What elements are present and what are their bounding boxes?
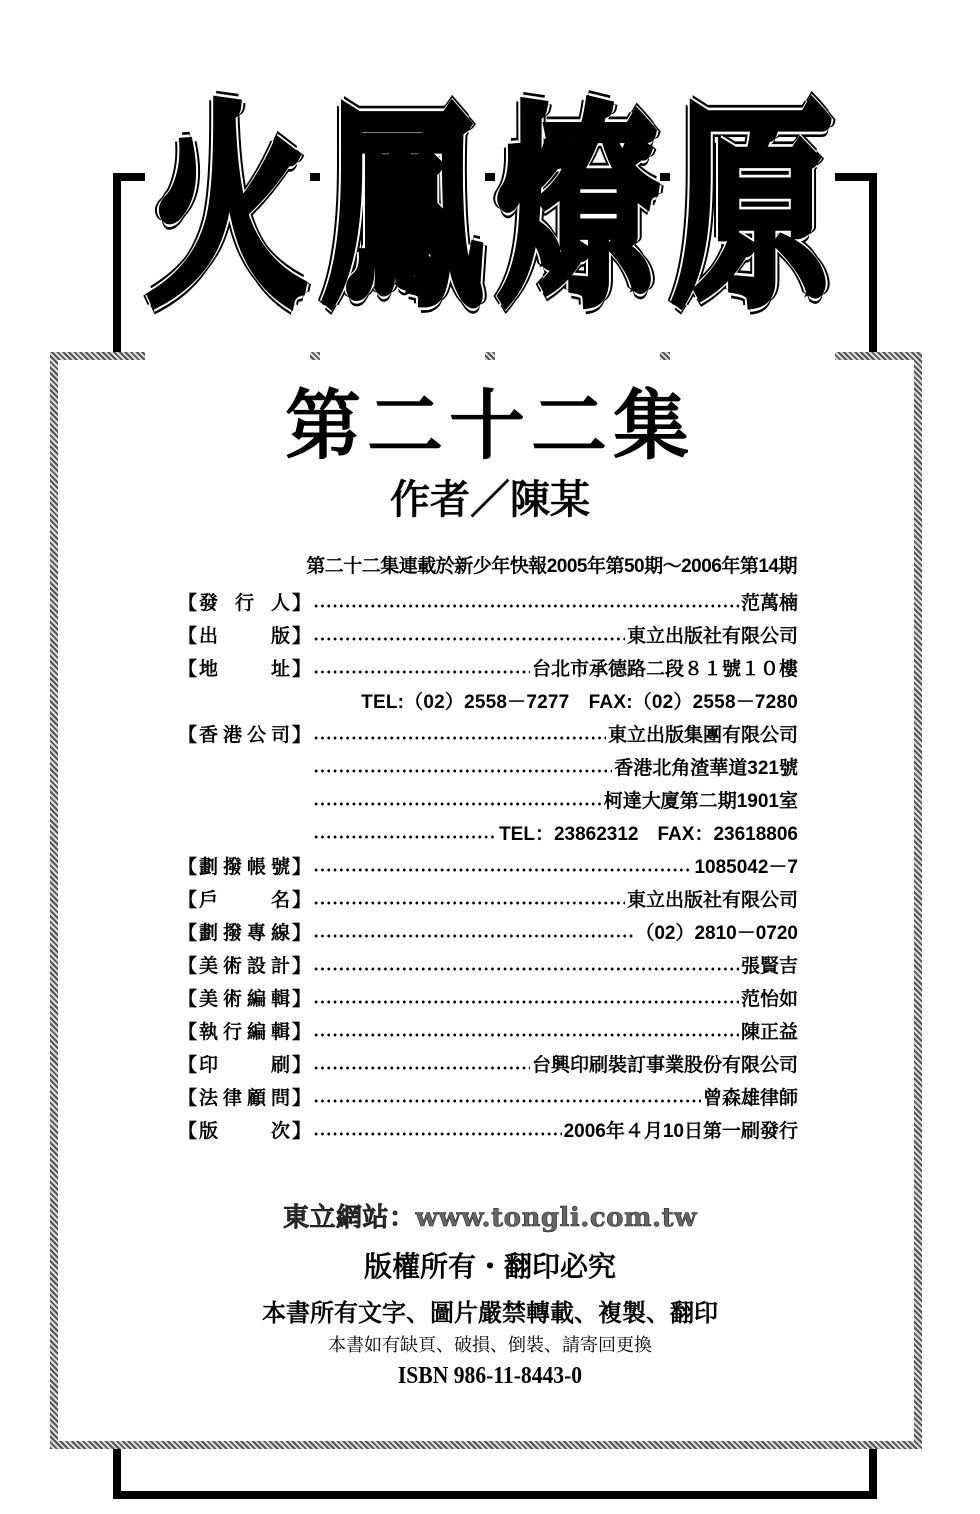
credit-label bbox=[178, 951, 311, 978]
credits-list bbox=[178, 585, 798, 1146]
dot-leader bbox=[313, 790, 602, 809]
label-char: 地 bbox=[199, 659, 219, 680]
series-title-char: 原 bbox=[670, 41, 835, 379]
bracket-open: 【 bbox=[178, 1055, 198, 1076]
credit-label-text bbox=[197, 951, 292, 978]
series-title bbox=[145, 80, 835, 340]
credit-row bbox=[178, 849, 798, 882]
bracket-close: 】 bbox=[291, 1088, 311, 1109]
label-char: 專 bbox=[246, 923, 266, 944]
credit-label-text bbox=[197, 588, 292, 615]
bracket-close: 】 bbox=[291, 923, 311, 944]
bracket-open: 【 bbox=[178, 1121, 198, 1142]
label-char: 港 bbox=[223, 725, 243, 746]
credit-row bbox=[178, 783, 798, 816]
credit-label-text bbox=[197, 654, 292, 681]
credit-value: 台興印刷裝訂事業股份有限公司 bbox=[531, 1055, 798, 1076]
credit-value: 陳正益 bbox=[740, 1022, 798, 1043]
label-char: 美 bbox=[199, 989, 219, 1010]
bracket-close: 】 bbox=[291, 659, 311, 680]
label-char: 號 bbox=[270, 857, 290, 878]
credit-row bbox=[178, 948, 798, 981]
credit-label-text bbox=[197, 885, 292, 912]
credit-value: 1085042－7 bbox=[694, 857, 798, 878]
credit-value: 范萬楠 bbox=[740, 593, 798, 614]
label-char: 法 bbox=[199, 1088, 219, 1109]
credit-value: 台北市承德路二段８１號１０樓 bbox=[531, 659, 798, 680]
label-char: 編 bbox=[246, 1022, 266, 1043]
website-link[interactable]: 東立網站：www.tongli.com.tw bbox=[283, 1203, 697, 1233]
dot-leader bbox=[313, 1087, 701, 1106]
label-char: 線 bbox=[270, 923, 290, 944]
label-char: 版 bbox=[270, 626, 290, 647]
dot-leader bbox=[313, 625, 625, 644]
bracket-close: 】 bbox=[291, 1121, 311, 1142]
label-char: 輯 bbox=[270, 989, 290, 1010]
credit-row bbox=[178, 1014, 798, 1047]
bracket-close: 】 bbox=[291, 956, 311, 977]
credit-row bbox=[178, 981, 798, 1014]
credit-value: 東立出版社有限公司 bbox=[626, 626, 798, 647]
credit-value: 東立出版集團有限公司 bbox=[607, 725, 798, 746]
credit-row bbox=[178, 750, 798, 783]
credit-label-text bbox=[197, 1116, 292, 1143]
label-char: 撥 bbox=[223, 857, 243, 878]
credit-row bbox=[178, 618, 798, 651]
credit-label bbox=[178, 1083, 311, 1110]
credit-value: TEL：23862312 FAX：23618806 bbox=[499, 824, 798, 845]
credit-row bbox=[178, 1113, 798, 1146]
credit-value: 柯達大廈第二期1901室 bbox=[603, 791, 798, 812]
credit-label bbox=[178, 885, 311, 912]
label-char: 行 bbox=[223, 1022, 243, 1043]
credit-label bbox=[178, 984, 311, 1011]
label-char: 問 bbox=[270, 1088, 290, 1109]
credit-label bbox=[178, 918, 311, 945]
dot-leader bbox=[313, 724, 606, 743]
label-char: 美 bbox=[199, 956, 219, 977]
dot-leader bbox=[313, 1054, 530, 1073]
label-char: 址 bbox=[270, 659, 290, 680]
label-char: 帳 bbox=[246, 857, 266, 878]
label-char: 執 bbox=[199, 1022, 219, 1043]
bracket-close: 】 bbox=[291, 989, 311, 1010]
isbn: ISBN 986-11-8443-0 bbox=[397, 1363, 583, 1389]
bracket-open: 【 bbox=[178, 956, 198, 977]
credit-value: 張賢吉 bbox=[740, 956, 798, 977]
credit-label-text bbox=[197, 1050, 292, 1077]
bracket-open: 【 bbox=[178, 1022, 198, 1043]
credit-row bbox=[178, 717, 798, 750]
credit-label bbox=[178, 621, 311, 648]
bracket-close: 】 bbox=[291, 1055, 311, 1076]
label-char: 發 bbox=[199, 593, 219, 614]
bracket-open: 【 bbox=[178, 989, 198, 1010]
credit-value: 東立出版社有限公司 bbox=[626, 890, 798, 911]
label-char: 版 bbox=[199, 1121, 219, 1142]
credit-row bbox=[178, 684, 798, 717]
bracket-open: 【 bbox=[178, 1088, 198, 1109]
credit-row bbox=[178, 585, 798, 618]
dot-leader bbox=[313, 757, 612, 776]
bracket-close: 】 bbox=[291, 725, 311, 746]
credit-label bbox=[178, 1017, 311, 1044]
label-char: 設 bbox=[246, 956, 266, 977]
dot-leader bbox=[313, 658, 530, 677]
credit-label bbox=[178, 852, 311, 879]
label-char: 行 bbox=[234, 593, 254, 614]
volume-title: 第二十二集 bbox=[285, 381, 695, 470]
label-char: 戶 bbox=[199, 890, 219, 911]
dot-leader bbox=[313, 1021, 739, 1040]
bracket-close: 】 bbox=[291, 626, 311, 647]
credit-value: 2006年４月10日第一刷發行 bbox=[563, 1121, 798, 1142]
label-char: 劃 bbox=[199, 923, 219, 944]
copyright-notice: 版權所有・翻印必究 bbox=[363, 1250, 616, 1283]
credit-row bbox=[178, 882, 798, 915]
label-char: 計 bbox=[270, 956, 290, 977]
dot-leader bbox=[313, 988, 739, 1007]
credit-row bbox=[178, 1047, 798, 1080]
credit-label-text bbox=[197, 852, 292, 879]
credit-label-text bbox=[197, 621, 292, 648]
credit-label-text bbox=[197, 720, 292, 747]
reproduction-notice: 本書所有文字、圖片嚴禁轉載、複製、翻印 bbox=[262, 1298, 718, 1327]
label-char: 名 bbox=[270, 890, 290, 911]
series-title-char: 燎 bbox=[495, 41, 660, 379]
credit-label bbox=[178, 1050, 311, 1077]
dot-leader bbox=[313, 955, 739, 974]
credit-label bbox=[178, 654, 311, 681]
bracket-open: 【 bbox=[178, 593, 198, 614]
bracket-close: 】 bbox=[291, 593, 311, 614]
author-line: 作者／陳某 bbox=[390, 476, 590, 523]
credit-value: 范怡如 bbox=[740, 989, 798, 1010]
credit-row bbox=[178, 915, 798, 948]
credit-value: 香港北角渣華道321號 bbox=[614, 758, 798, 779]
label-char: 律 bbox=[223, 1088, 243, 1109]
credit-value: 曾森雄律師 bbox=[702, 1088, 798, 1109]
label-char: 司 bbox=[270, 725, 290, 746]
bracket-close: 】 bbox=[291, 857, 311, 878]
bracket-close: 】 bbox=[291, 890, 311, 911]
label-char: 顧 bbox=[246, 1088, 266, 1109]
credit-label bbox=[178, 1116, 311, 1143]
label-char: 劃 bbox=[199, 857, 219, 878]
dot-leader bbox=[313, 592, 739, 611]
bracket-close: 】 bbox=[291, 1022, 311, 1043]
bracket-open: 【 bbox=[178, 626, 198, 647]
credit-value: （02）2810－0720 bbox=[635, 923, 798, 944]
series-title-char: 鳳 bbox=[320, 41, 485, 379]
label-char: 次 bbox=[270, 1121, 290, 1142]
dot-leader bbox=[313, 889, 625, 908]
serialization-note: 第二十二集連載於新少年快報2005年第50期～2006年第14期 bbox=[306, 556, 797, 577]
dot-leader bbox=[313, 823, 497, 842]
label-char: 印 bbox=[199, 1055, 219, 1076]
credit-label-text bbox=[197, 984, 292, 1011]
label-char: 公 bbox=[246, 725, 266, 746]
label-char: 人 bbox=[270, 593, 290, 614]
replacement-notice: 本書如有缺頁、破損、倒裝、請寄回更換 bbox=[328, 1335, 652, 1355]
label-char: 輯 bbox=[270, 1022, 290, 1043]
credit-label-text bbox=[197, 1083, 292, 1110]
label-char: 術 bbox=[223, 956, 243, 977]
bracket-open: 【 bbox=[178, 890, 198, 911]
dot-leader bbox=[313, 1120, 562, 1139]
label-char: 編 bbox=[246, 989, 266, 1010]
bracket-open: 【 bbox=[178, 725, 198, 746]
series-title-char: 火 bbox=[145, 41, 310, 379]
bracket-open: 【 bbox=[178, 857, 198, 878]
bracket-open: 【 bbox=[178, 923, 198, 944]
credit-row bbox=[178, 1080, 798, 1113]
credit-label bbox=[178, 720, 311, 747]
credit-label-text bbox=[197, 1017, 292, 1044]
credit-row bbox=[178, 651, 798, 684]
bracket-open: 【 bbox=[178, 659, 198, 680]
credit-row bbox=[178, 816, 798, 849]
label-char: 術 bbox=[223, 989, 243, 1010]
dot-leader bbox=[313, 856, 692, 875]
label-char: 出 bbox=[199, 626, 219, 647]
credit-label bbox=[178, 588, 311, 615]
dot-leader bbox=[313, 922, 633, 941]
label-char: 刷 bbox=[270, 1055, 290, 1076]
label-char: 香 bbox=[199, 725, 219, 746]
credit-label-text bbox=[197, 918, 292, 945]
credit-value: TEL:（02）2558－7277 FAX:（02）2558－7280 bbox=[361, 692, 798, 713]
label-char: 撥 bbox=[223, 923, 243, 944]
